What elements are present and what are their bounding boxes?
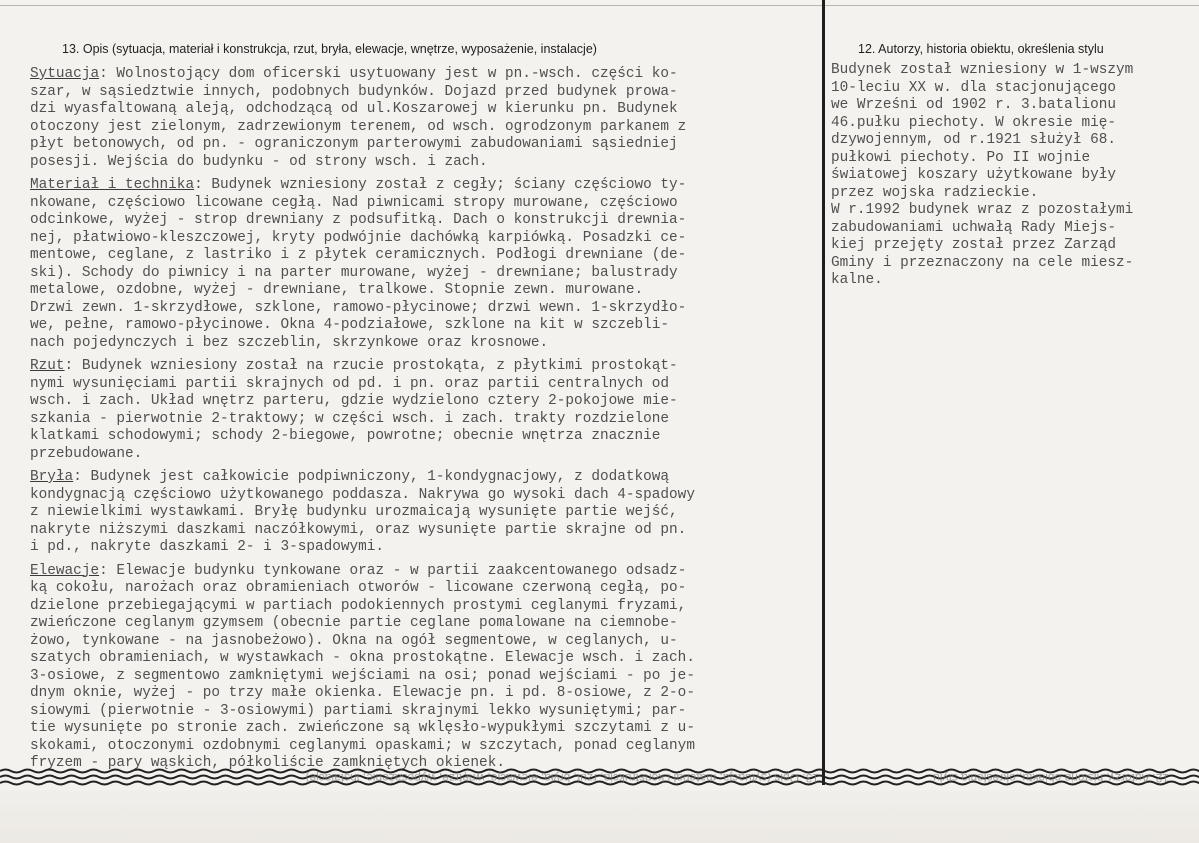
history-line: pułkowi piechoty. Po II wojnie <box>831 149 1091 166</box>
history-text-block <box>831 62 1197 290</box>
text-line: nej, płatwiowo-kleszczowej, kryty podwójnie dachówką karpiówką. Posadzki ce- <box>30 229 687 246</box>
section-elewacje <box>30 563 820 773</box>
history-line: dzywojennym, od r.1921 służył 68. <box>831 132 1116 148</box>
text-line: siowymi (pierwotnie - 3-osiowymi) partiami skrajnymi lekko wysuniętymi; par- <box>30 702 687 719</box>
text-line: zwieńczone ceglanym gzymsem (obecnie partie ceglane pomalowane na ciemnobe- <box>30 615 678 631</box>
text-line: posesji. Wejścia do budynku - od strony wsch. i zach. <box>30 153 488 170</box>
text-line: nymi wysunięciami partii skrajnych od pd. i pn. oraz partii centralnych od <box>30 375 670 392</box>
column-divider <box>822 0 825 785</box>
text-line: dzi wyasfaltowaną aleją, odchodzącą od ul.Koszarowej w kierunku pn. Budynek <box>30 101 678 117</box>
history-header: 12. Autorzy, historia obiektu, określenia stylu <box>858 42 1104 56</box>
text-line: 3-osiowe, z segmentowo zamkniętymi wejściami na osi; ponad wejściami - po je- <box>30 667 695 684</box>
text-line: szatych obramieniach, w wystawkach - okna prostokątne. Elewacje wsch. i zach. <box>30 650 695 666</box>
mirrored-description-header: 13. Opis (sytuacja, materiał i konstrukcja, rzut, bryła, elewacje, wnętrze, wyposażenie, instalacje) <box>305 771 819 785</box>
history-line: kalne. <box>831 272 883 288</box>
text-line: ką cokołu, narożach oraz obramieniach otworów - licowane czerwoną cegłą, po- <box>30 580 687 596</box>
text-line: Materiał i technika: Budynek wzniesiony został z cegły; ściany częściowo ty- <box>30 177 687 193</box>
text-line: nkowane, częściowo licowane cegłą. Nad piwnicami stropy murowane, częściowo <box>30 194 678 211</box>
text-line: skokami, otoczonymi ozdobnymi ceglanymi opaskami; w szczytach, ponad ceglanym <box>30 737 695 754</box>
text-line: odcinkowe, wyżej - strop drewniany z podsufitką. Dach o konstrukcji drewnia- <box>30 212 687 228</box>
mirrored-show-through-text <box>0 769 1199 785</box>
text-line: dnym oknie, wyżej - po trzy małe okienka. Elewacje pn. i pd. 8-osiowe, z 2-o- <box>30 685 695 701</box>
text-line: kondygnacją częściowo użytkowanego poddasza. Nakrywa go wysoki dach 4-spadowy <box>30 486 695 503</box>
text-line: klatkami schodowymi; schody 2-biegowe, powrotne; obecnie wnętrza znacznie <box>30 428 661 444</box>
text-line: ski). Schody do piwnicy i na parter murowane, wyżej - drewniane; balustrady <box>30 264 678 281</box>
text-line: we, pełne, ramowo-płycinowe. Okna 4-podziałowe, szklone na kit w szczebli- <box>30 317 670 333</box>
top-border-line <box>0 5 1199 6</box>
description-text-block <box>30 66 820 779</box>
section-bryła <box>30 469 820 557</box>
history-line: światowej koszary użytkowane były <box>831 167 1116 183</box>
text-line: metalowe, ozdobne, wyżej - drewniane, tralkowe. Stopnie zewn. murowane. <box>30 282 644 298</box>
text-line: Elewacje: Elewacje budynku tynkowane oraz - w partii zaakcentowanego odsadz- <box>30 562 687 579</box>
section-materiał-i-technika <box>30 177 820 352</box>
text-line: Sytuacja: Wolnostojący dom oficerski usytuowany jest w pn.-wsch. części ko- <box>30 66 678 82</box>
text-line: tie wysunięte po stronie zach. zwieńczone są wklęsło-wypukłymi szczytami z u- <box>30 720 695 736</box>
text-line: i pd., nakryte daszkami 2- i 3-spadowymi. <box>30 539 385 555</box>
description-header: 13. Opis (sytuacja, materiał i konstrukcja, rzut, bryła, elewacje, wnętrze, wyposażenie, instalacje) <box>62 42 597 56</box>
section-label: Materiał i technika <box>30 177 195 193</box>
bottom-margin <box>0 790 1199 843</box>
section-label: Elewacje <box>30 562 100 579</box>
text-line: płyt betonowych, od pn. - ograniczonym parterowymi zabudowaniami sąsiedniej <box>30 136 678 152</box>
text-line: szkania - pierwotnie 2-traktowy; w części wsch. i zach. trakty rozdzielone <box>30 410 670 427</box>
text-line: nach pojedynczych i bez szczeblin, skrzynkowe oraz krosnowe. <box>30 334 549 351</box>
history-line: kiej przejęty został przez Zarząd <box>831 237 1116 253</box>
text-line: szar, w sąsiedztwie innych, podobnych budynków. Dojazd przed budynek prowa- <box>30 83 678 100</box>
text-line: otoczony jest zielonym, zadrzewionym terenem, od wsch. ogrodzonym parkanem z <box>30 118 687 135</box>
history-line: W r.1992 budynek wraz z pozostałymi <box>831 202 1134 218</box>
history-line: zabudowaniami uchwałą Rady Miejs- <box>831 219 1116 236</box>
text-line: nakryte niższymi daszkami naczółkowymi, oraz wysunięte partie skrajne od pn. <box>30 521 687 538</box>
mirrored-history-header: 12. Autorzy, historia obiektu, określenia stylu <box>933 771 1169 785</box>
text-line: Rzut: Budynek wzniesiony został na rzucie prostokąta, z płytkimi prostokąt- <box>30 358 678 374</box>
history-line: Gminy i przeznaczony na cele miesz- <box>831 254 1134 271</box>
text-line: przebudowane. <box>30 445 143 462</box>
section-label: Bryła <box>30 469 74 485</box>
section-label: Rzut <box>30 358 65 374</box>
history-line: 46.pułku piechoty. W okresie mię- <box>831 114 1116 131</box>
history-line: 10-leciu XX w. dla stacjonującego <box>831 79 1116 96</box>
text-line: żowo, tynkowane - na jasnobeżowo). Okna na ogół segmentowe, w ceglanych, u- <box>30 632 678 649</box>
section-rzut <box>30 358 820 463</box>
text-line: dzielone przebiegającymi w partiach podokiennych prostymi ceglanymi fryzami, <box>30 597 687 614</box>
section-label: Sytuacja <box>30 66 100 82</box>
section-sytuacja <box>30 66 820 171</box>
text-line: fryzem - pary wąskich, półkoliście zamkniętych okienek. <box>30 755 505 771</box>
text-line: z niewielkimi wystawkami. Bryłę budynku urozmaicają wysunięte partie wejść, <box>30 504 678 520</box>
history-line: przez wojska radzieckie. <box>831 184 1039 201</box>
text-line: Drzwi zewn. 1-skrzydłowe, szklone, ramowo-płycinowe; drzwi wewn. 1-skrzydło- <box>30 299 687 316</box>
history-line: we Wrześni od 1902 r. 3.batalionu <box>831 97 1116 113</box>
history-line: Budynek został wzniesiony w 1-wszym <box>831 62 1134 78</box>
text-line: mentowe, ceglane, z lastriko i z płytek ceramicznych. Podłogi drewniane (de- <box>30 247 687 263</box>
text-line: wsch. i zach. Układ wnętrz parteru, gdzie wydzielono cztery 2-pokojowe mie- <box>30 393 678 409</box>
text-line: Bryła: Budynek jest całkowicie podpiwniczony, 1-kondygnacjowy, z dodatkową <box>30 469 670 485</box>
